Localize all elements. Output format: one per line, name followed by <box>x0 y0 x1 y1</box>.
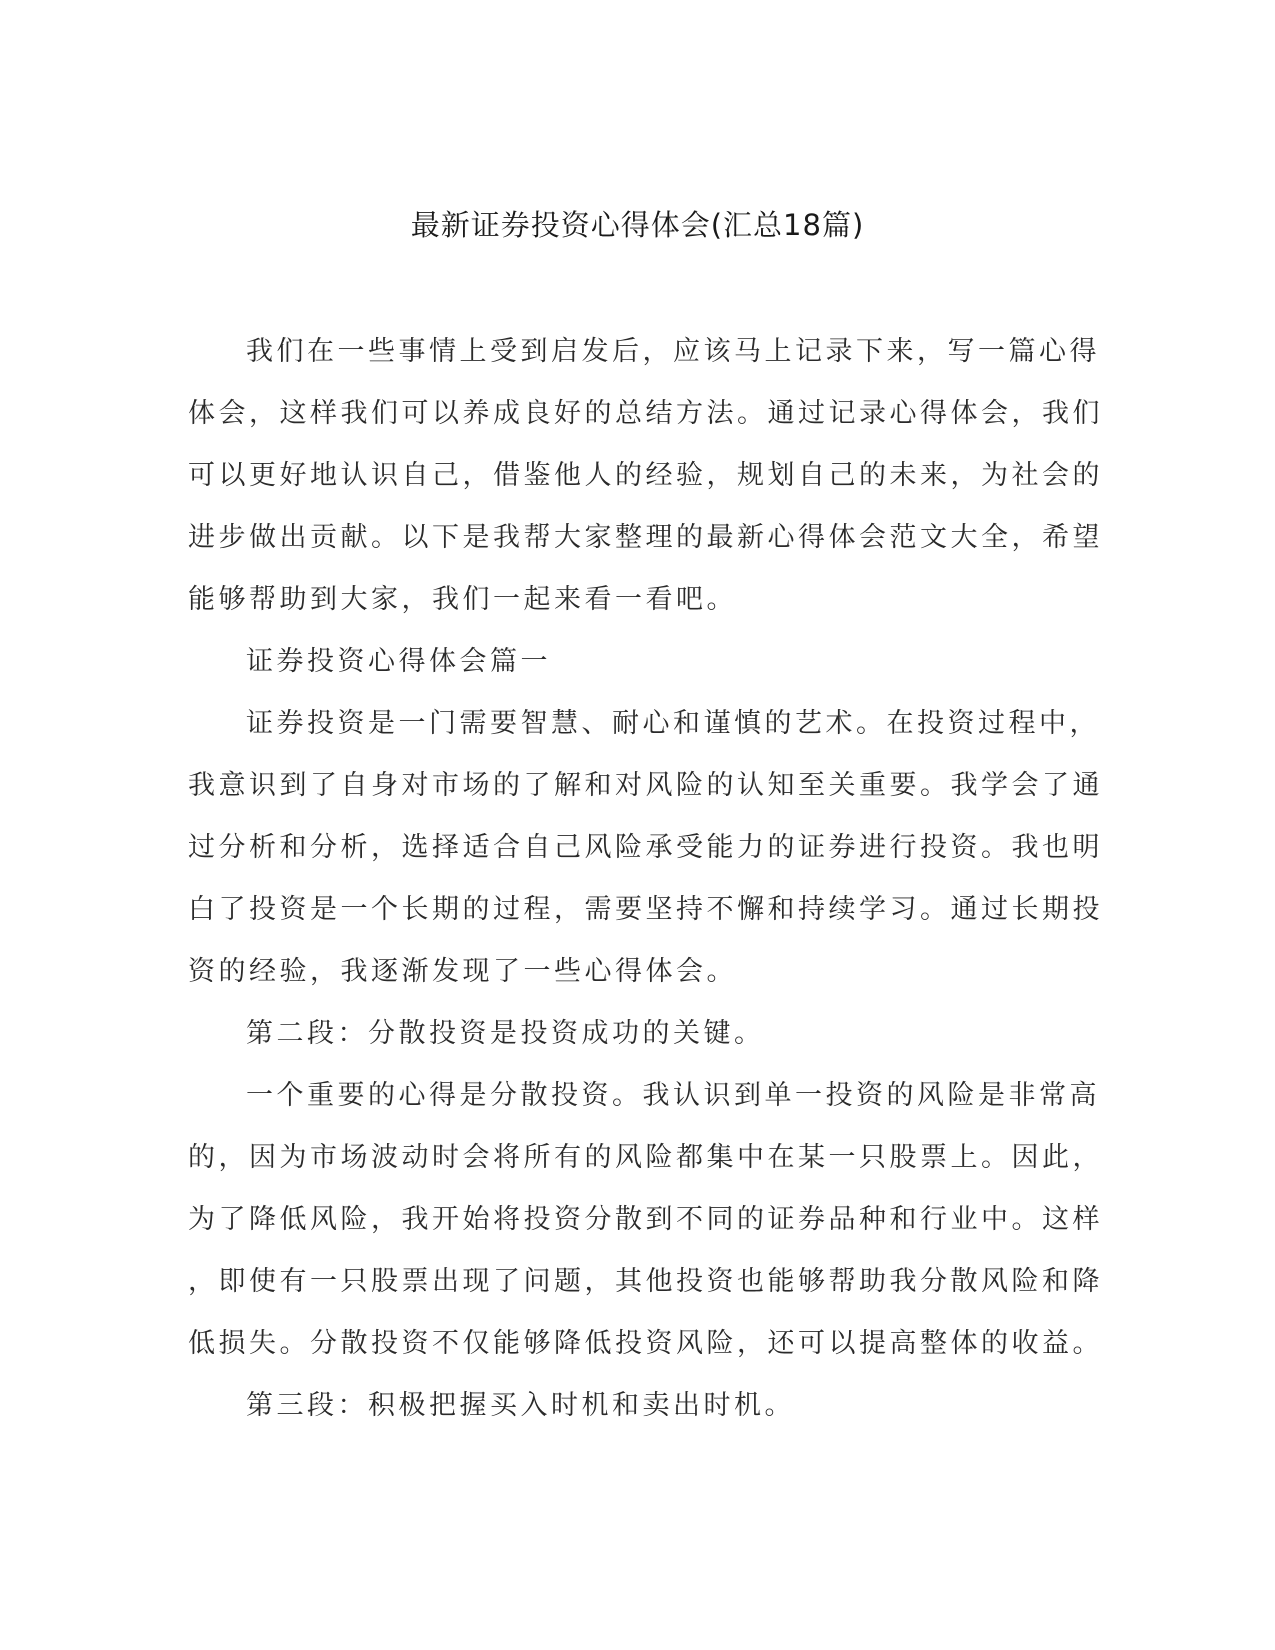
text-line: 证券投资是一门需要智慧、耐心和谨慎的艺术。在投资过程中， <box>246 708 1101 739</box>
section-heading <box>188 631 1088 693</box>
subheading-third <box>188 1375 1088 1437</box>
text-line: 进步做出贡献。以下是我帮大家整理的最新心得体会范文大全，希望 <box>188 522 1103 553</box>
text-line: ，即使有一只股票出现了问题，其他投资也能够帮助我分散风险和降 <box>188 1266 1103 1297</box>
subheading-second <box>188 1003 1088 1065</box>
text-line: 白了投资是一个长期的过程，需要坚持不懈和持续学习。通过长期投 <box>188 894 1103 925</box>
document-title: 最新证券投资心得体会(汇总18篇) <box>410 208 865 242</box>
text-line: 过分析和分析，选择适合自己风险承受能力的证券进行投资。我也明 <box>188 832 1103 863</box>
paragraph-intro <box>188 321 1103 631</box>
text-line: 的，因为市场波动时会将所有的风险都集中在某一只股票上。因此， <box>188 1142 1103 1173</box>
text-line: 第三段：积极把握买入时机和卖出时机。 <box>246 1390 796 1421</box>
text-line: 我意识到了自身对市场的了解和对风险的认知至关重要。我学会了通 <box>188 770 1103 801</box>
paragraph-diversification <box>188 1065 1103 1375</box>
text-line: 体会，这样我们可以养成良好的总结方法。通过记录心得体会，我们 <box>188 398 1103 429</box>
text-line: 资的经验，我逐渐发现了一些心得体会。 <box>188 956 737 987</box>
paragraph-section-one <box>188 693 1103 1003</box>
text-line: 我们在一些事情上受到启发后，应该马上记录下来，写一篇心得 <box>246 336 1101 367</box>
text-line: 证券投资心得体会篇一 <box>246 646 552 677</box>
text-line: 可以更好地认识自己，借鉴他人的经验，规划自己的未来，为社会的 <box>188 460 1103 491</box>
text-line: 能够帮助到大家，我们一起来看一看吧。 <box>188 584 737 615</box>
text-line: 低损失。分散投资不仅能够降低投资风险，还可以提高整体的收益。 <box>188 1328 1103 1359</box>
text-line: 一个重要的心得是分散投资。我认识到单一投资的风险是非常高 <box>246 1080 1101 1111</box>
document-body <box>188 321 1103 1437</box>
text-line: 第二段：分散投资是投资成功的关键。 <box>246 1018 765 1049</box>
text-line: 为了降低风险，我开始将投资分散到不同的证券品种和行业中。这样 <box>188 1204 1103 1235</box>
